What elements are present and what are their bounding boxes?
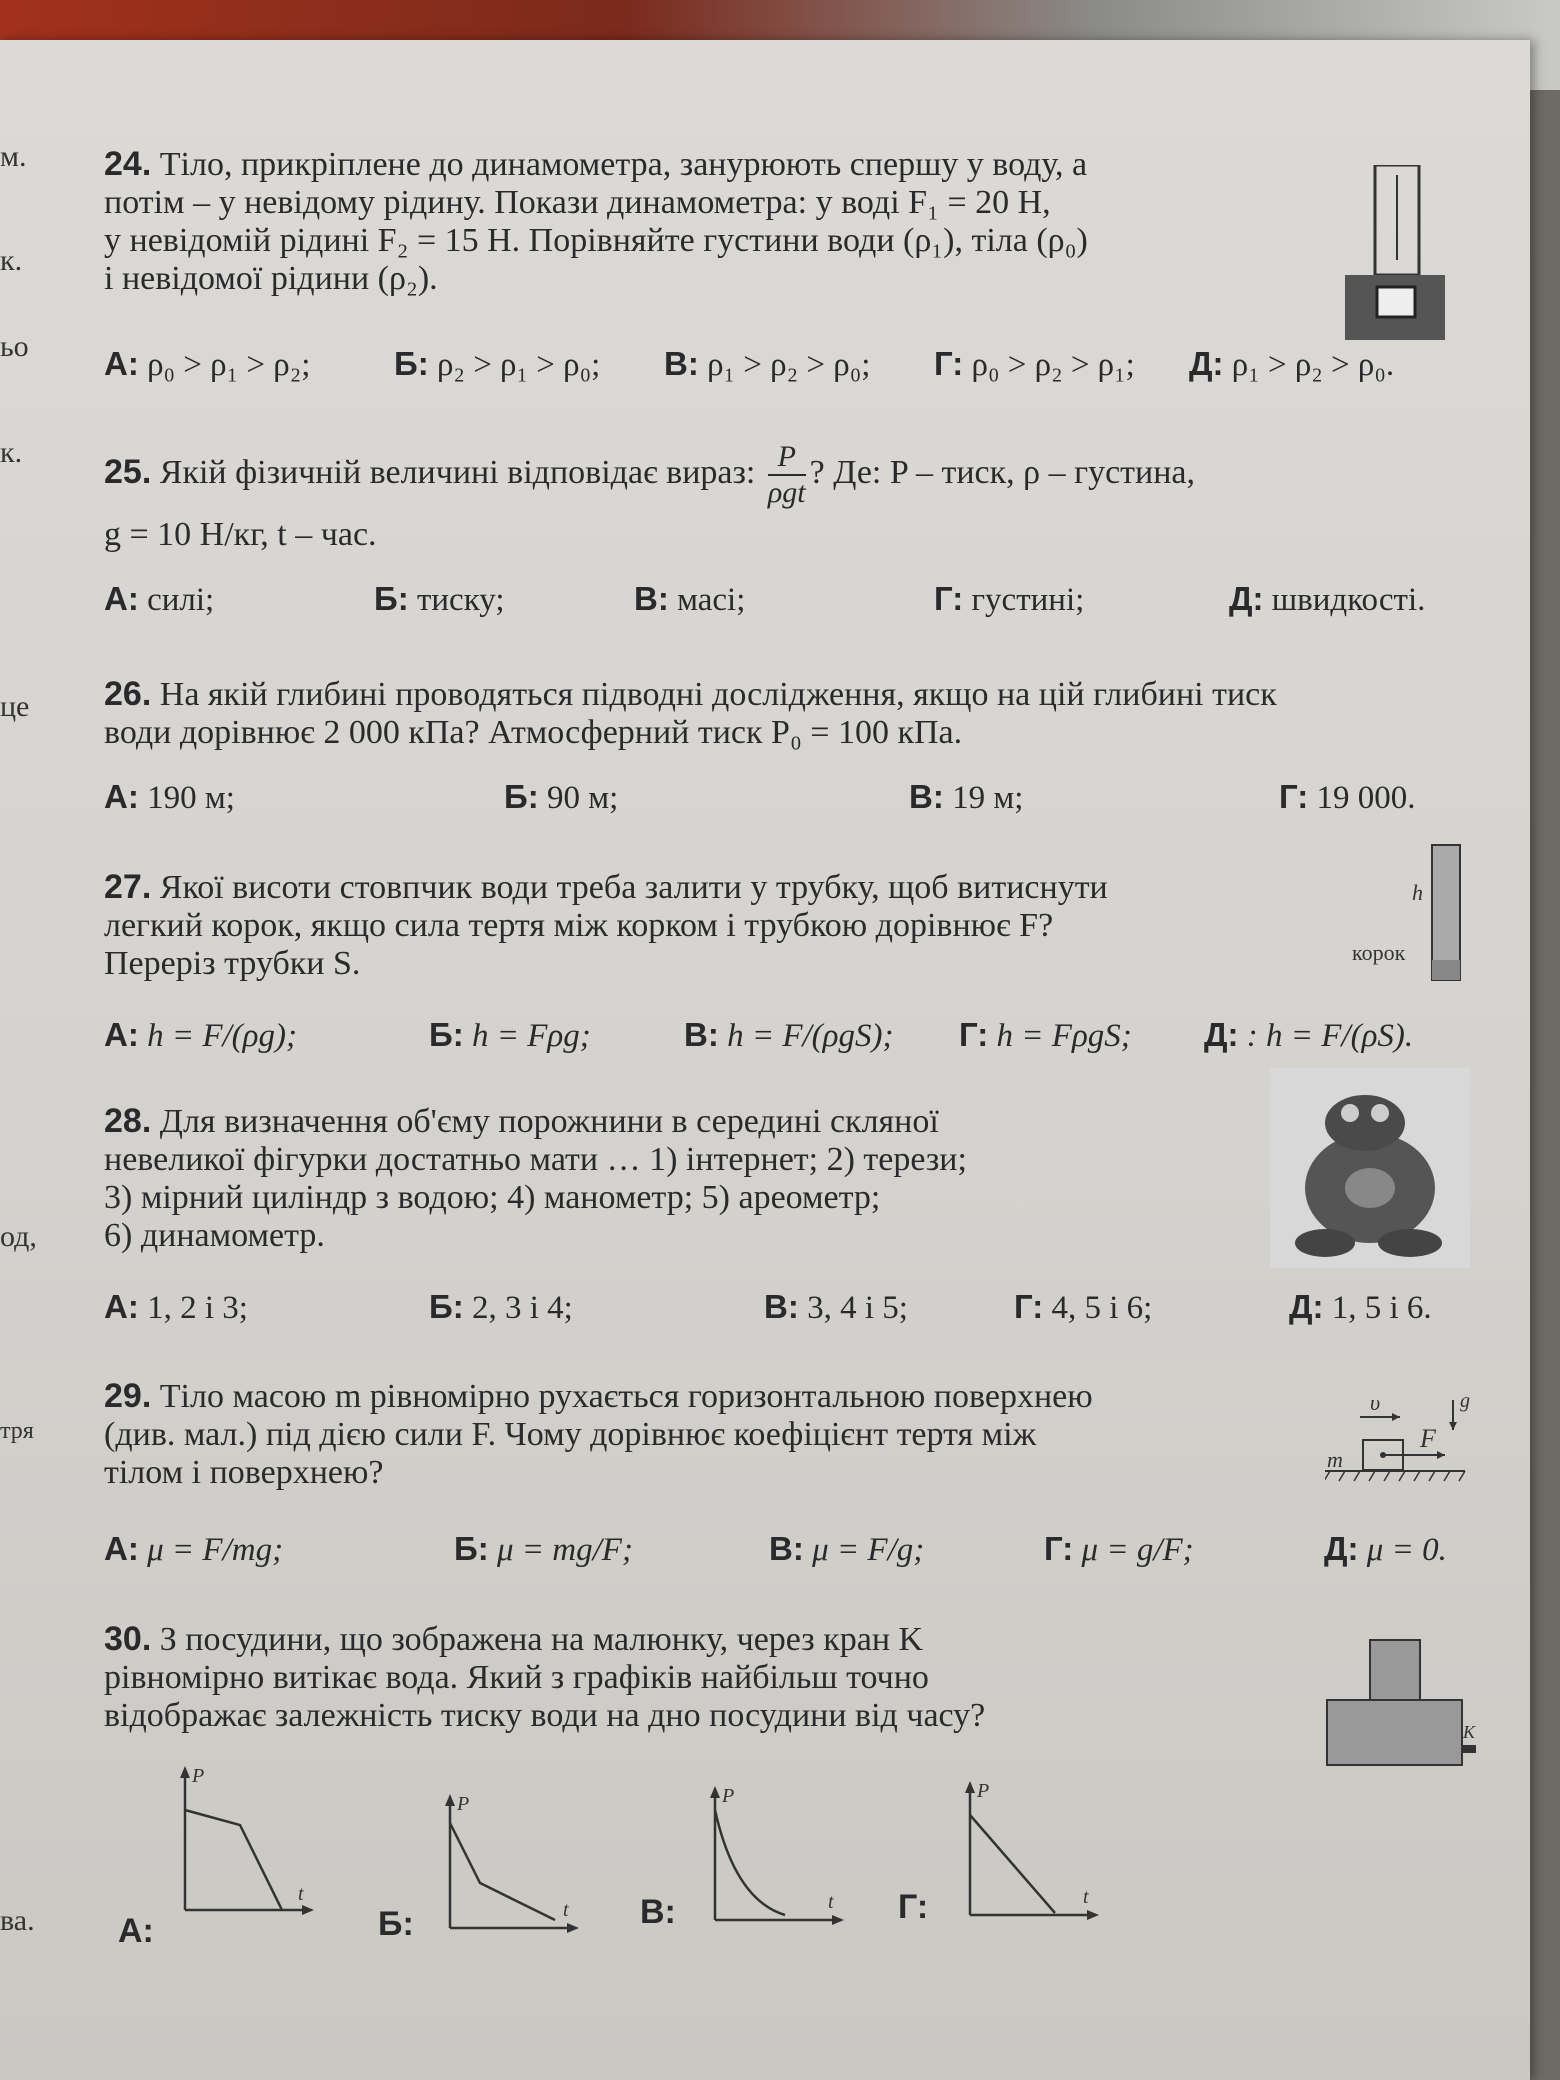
pressure-curve	[970, 1815, 1055, 1913]
option-g[interactable]: Г: 19 000.	[1279, 778, 1416, 816]
option-v[interactable]: В: 3, 4 і 5;	[764, 1288, 908, 1326]
option-g[interactable]: Г: густині;	[934, 580, 1085, 618]
edge-fragment: к.	[0, 244, 23, 277]
option-b[interactable]: Б: h = Fρg;	[429, 1016, 591, 1054]
question-number: 26.	[104, 675, 152, 713]
option-d[interactable]: Д: 1, 5 і 6.	[1289, 1288, 1432, 1326]
option-v[interactable]: В: μ = F/g;	[769, 1530, 925, 1568]
option-g[interactable]: Г: 4, 5 і 6;	[1014, 1288, 1153, 1326]
option-b[interactable]: Б: тиску;	[374, 580, 505, 618]
question-number: 28.	[104, 1102, 152, 1140]
axis-label-t: t	[563, 1899, 569, 1921]
question-text-line: Для визначення об'єму порожнини в середині скляної	[159, 1103, 939, 1140]
fraction-expression: $\frac{P}{\text{ρgt}}$	[767, 440, 806, 509]
question-text-line: Тіло, прикріплене до динамометра, занурюють спершу у воду, а	[159, 146, 1088, 183]
pressure-curve	[450, 1823, 555, 1920]
edge-fragment: ьо	[0, 330, 29, 363]
axis-label-p: P	[457, 1793, 470, 1815]
tube-cork-figure	[1350, 840, 1470, 985]
question-text-line: На якій глибині проводяться підводні дослідження, якщо на цій глибині тиск	[159, 676, 1277, 713]
glass-figurine-photo	[1270, 1068, 1470, 1268]
option-d[interactable]: Д: μ = 0.	[1324, 1530, 1447, 1568]
question-text-line: відображає залежність тиску води на дно посудини від часу?	[104, 1697, 986, 1734]
vessel-with-tap-figure	[1325, 1630, 1485, 1770]
question-27	[104, 868, 1108, 983]
gravity-label: g	[1460, 1390, 1470, 1412]
axis-label-p: P	[192, 1765, 205, 1787]
pressure-curve	[715, 1810, 785, 1915]
axis-label-t: t	[828, 1891, 834, 1913]
force-label: F	[1420, 1424, 1436, 1453]
option-a[interactable]: А: μ = F/mg;	[104, 1530, 284, 1568]
graph-label-b[interactable]: Б:	[378, 1905, 414, 1943]
option-d[interactable]: Д: швидкості.	[1229, 580, 1426, 618]
tap-label: K	[1463, 1722, 1476, 1742]
option-g[interactable]: Г: ρ₀ > ρ₂ > ρ₁;	[934, 345, 1135, 383]
question-number: 27.	[104, 868, 152, 906]
question-28	[104, 1102, 967, 1255]
cork-label: корок	[1352, 940, 1406, 965]
option-b[interactable]: Б: 90 м;	[504, 778, 619, 816]
option-v[interactable]: В: 19 м;	[909, 778, 1024, 816]
graph-label-a[interactable]: А:	[118, 1912, 154, 1950]
dynamometer-figure	[1345, 165, 1455, 345]
question-29	[104, 1377, 1093, 1492]
question-number: 29.	[104, 1377, 152, 1415]
velocity-label: υ	[1370, 1390, 1381, 1415]
question-text-line: у невідомій рідині F₂ = 15 Н. Порівняйте густини води (ρ₁), тіла (ρ₀)	[104, 222, 1088, 259]
axis-label-t: t	[1083, 1886, 1089, 1908]
question-text-line: 3) мірний циліндр з водою; 4) манометр; 5) ареометр;	[104, 1179, 881, 1216]
graph-label-v[interactable]: В:	[640, 1893, 676, 1931]
question-text-line: води дорівнює 2 000 кПа? Атмосферний тиск P₀ = 100 кПа.	[104, 714, 963, 751]
question-26	[104, 675, 1277, 752]
sliding-block-figure	[1325, 1385, 1475, 1490]
pressure-curve	[185, 1810, 282, 1910]
question-text-line: легкий корок, якщо сила тертя між корком і трубкою дорівнює F?	[104, 907, 1054, 944]
question-text-line: Якої висоти стовпчик води треба залити у трубку, щоб витиснути	[159, 869, 1108, 906]
option-a[interactable]: А: 1, 2 і 3;	[104, 1288, 248, 1326]
option-d[interactable]: Д: ρ₁ > ρ₂ > ρ₀.	[1189, 345, 1395, 383]
graph-a[interactable]	[170, 1760, 320, 1920]
edge-fragment: м.	[0, 140, 27, 173]
edge-fragment: од,	[0, 1220, 37, 1253]
graph-label-g[interactable]: Г:	[898, 1888, 929, 1926]
question-30	[104, 1620, 985, 1735]
question-text-line: Тіло масою m рівномірно рухається горизонтальною поверхнею	[159, 1378, 1093, 1415]
graph-g[interactable]	[955, 1775, 1105, 1925]
option-g[interactable]: Г: h = FρgS;	[959, 1016, 1132, 1054]
question-text: Якій фізичній величині відповідає вираз:	[159, 453, 756, 491]
option-g[interactable]: Г: μ = g/F;	[1044, 1530, 1194, 1568]
option-a[interactable]: А: h = F/(ρg);	[104, 1016, 297, 1054]
question-text-line: (див. мал.) під дією сили F. Чому дорівнює коефіцієнт тертя між	[104, 1416, 1037, 1453]
question-25	[104, 440, 1195, 554]
mass-label: m	[1327, 1447, 1343, 1472]
edge-fragment: к.	[0, 436, 23, 469]
option-v[interactable]: В: масі;	[634, 580, 746, 618]
option-v[interactable]: В: ρ₁ > ρ₂ > ρ₀;	[664, 345, 871, 383]
option-a[interactable]: А: ρ₀ > ρ₁ > ρ₂;	[104, 345, 311, 383]
option-b[interactable]: Б: 2, 3 і 4;	[429, 1288, 573, 1326]
question-text-line: З посудини, що зображена на малюнку, через кран K	[159, 1621, 924, 1658]
option-a[interactable]: А: силі;	[104, 580, 215, 618]
question-text-line: потім – у невідому рідину. Покази динамометра: у воді F₁ = 20 Н,	[104, 184, 1051, 221]
edge-fragment: ва.	[0, 1904, 35, 1937]
question-text-line: невеликої фігурки достатньо мати … 1) інтернет; 2) терези;	[104, 1141, 967, 1178]
option-b[interactable]: Б: ρ₂ > ρ₁ > ρ₀;	[394, 345, 601, 383]
question-number: 25.	[104, 452, 152, 491]
graph-v[interactable]	[700, 1780, 850, 1930]
question-number: 30.	[104, 1620, 152, 1658]
height-label: h	[1412, 880, 1423, 905]
option-v[interactable]: В: h = F/(ρgS);	[684, 1016, 894, 1054]
edge-fragment: тря	[0, 1418, 34, 1444]
edge-fragment: це	[0, 690, 30, 723]
question-text-line: g = 10 Н/кг, t – час.	[104, 516, 377, 553]
option-d[interactable]: Д: : h = F/(ρS).	[1204, 1016, 1414, 1054]
axis-label-p: P	[977, 1780, 990, 1802]
question-text-line: рівномірно витікає вода. Який з графіків найбільш точно	[104, 1659, 929, 1696]
option-b[interactable]: Б: μ = mg/F;	[454, 1530, 633, 1568]
axis-label-t: t	[298, 1883, 304, 1905]
question-text-line: тілом і поверхнею?	[104, 1454, 384, 1491]
axis-label-p: P	[722, 1785, 735, 1807]
graph-b[interactable]	[435, 1788, 585, 1938]
question-text: ? Де: P – тиск, ρ – густина,	[809, 453, 1196, 491]
question-text-line: і невідомої рідини (ρ₂).	[104, 260, 438, 297]
question-24	[104, 145, 1088, 298]
question-text-line: 6) динамометр.	[104, 1217, 325, 1254]
question-text-line: Переріз трубки S.	[104, 945, 361, 982]
option-a[interactable]: А: 190 м;	[104, 778, 235, 816]
question-number: 24.	[104, 145, 152, 183]
